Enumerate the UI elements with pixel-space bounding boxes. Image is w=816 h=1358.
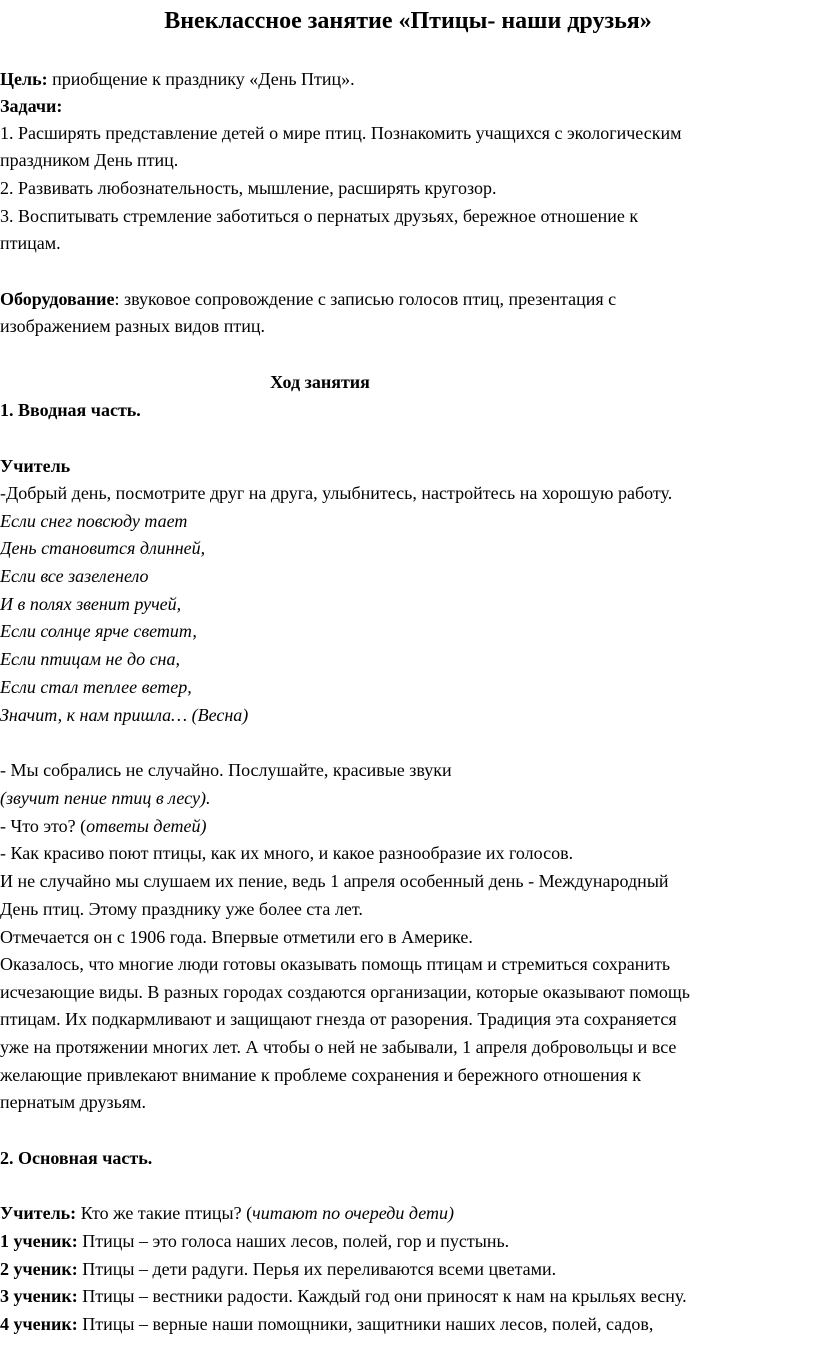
course-heading: Ход занятия bbox=[270, 372, 370, 392]
equipment-line bbox=[0, 286, 616, 312]
paragraph-line: уже на протяжении многих лет. А чтобы о ней не забывали, 1 апреля добровольцы и все bbox=[0, 1037, 677, 1057]
poem-line: И в полях звенит ручей, bbox=[0, 594, 182, 614]
poem-line: День становится длинней, bbox=[0, 538, 206, 558]
greeting-line: -Добрый день, посмотрите друг на друга, улыбнитесь, настройтесь на хорошую работу. bbox=[0, 483, 673, 503]
main-heading: 2. Основная часть. bbox=[0, 1148, 153, 1168]
paragraph-line: желающие привлекают внимание к проблеме сохранения и бережного отношения к bbox=[0, 1065, 641, 1085]
paragraph-line: Отмечается он с 1906 года. Впервые отметили его в Америке. bbox=[0, 927, 473, 947]
listen-line: - Мы собрались не случайно. Послушайте, красивые звуки bbox=[0, 760, 452, 780]
student-line: 1 ученик: Птицы – это голоса наших лесов, полей, гор и пустынь. bbox=[0, 1231, 510, 1251]
task-line: 2. Развивать любознательность, мышление, расширять кругозор. bbox=[0, 178, 497, 198]
teacher-label: Учитель bbox=[0, 456, 71, 476]
poem-line: Если стал теплее ветер, bbox=[0, 677, 192, 697]
task-line: праздником День птиц. bbox=[0, 150, 179, 170]
paragraph-line: исчезающие виды. В разных городах создаются организации, которые оказывают помощь bbox=[0, 982, 691, 1002]
paragraph-line: Оказалось, что многие люди готовы оказывать помощь птицам и стремиться сохранить bbox=[0, 954, 671, 974]
goal-line bbox=[0, 66, 355, 92]
page-title: Внеклассное занятие «Птицы- наши друзья» bbox=[164, 8, 652, 34]
poem-line: Если солнце ярче светит, bbox=[0, 621, 197, 641]
paragraph-line: - Как красиво поют птицы, как их много, и какое разнообразие их голосов. bbox=[0, 843, 574, 863]
question-line: - Что это? (ответы детей) bbox=[0, 816, 207, 836]
tasks-label: Задачи: bbox=[0, 96, 63, 116]
equipment-line-2: изображением разных видов птиц. bbox=[0, 316, 265, 336]
main-teacher-line: Учитель: Кто же такие птицы? (читают по очереди дети) bbox=[0, 1203, 454, 1223]
paragraph-line: И не случайно мы слушаем их пение, ведь 1 апреля особенный день - Международный bbox=[0, 871, 669, 891]
equipment-text: : звуковое сопровождение с записью голосов птиц, презентация с bbox=[114, 289, 617, 309]
student-line: 2 ученик: Птицы – дети радуги. Перья их переливаются всеми цветами. bbox=[0, 1259, 557, 1279]
paragraph-line: пернатым друзьям. bbox=[0, 1092, 147, 1112]
poem-line: Если все зазеленело bbox=[0, 566, 149, 586]
paragraph-line: День птиц. Этому празднику уже более ста лет. bbox=[0, 899, 363, 919]
intro-heading: 1. Вводная часть. bbox=[0, 400, 141, 420]
task-line: птицам. bbox=[0, 233, 61, 253]
student-line: 4 ученик: Птицы – верные наши помощники, защитники наших лесов, полей, садов, bbox=[0, 1314, 654, 1334]
goal-label: Цель: bbox=[0, 69, 48, 89]
task-line: 3. Воспитывать стремление заботиться о пернатых друзьях, бережное отношение к bbox=[0, 206, 639, 226]
poem-line: Если птицам не до сна, bbox=[0, 649, 180, 669]
poem-line: Значит, к нам пришла… (Весна) bbox=[0, 705, 249, 725]
paragraph-line: птицам. Их подкармливают и защищают гнезда от разорения. Традиция эта сохраняется bbox=[0, 1009, 677, 1029]
student-line: 3 ученик: Птицы – вестники радости. Каждый год они приносят к нам на крыльях весну. bbox=[0, 1286, 687, 1306]
goal-text: приобщение к празднику «День Птиц». bbox=[47, 69, 355, 89]
equipment-label: Оборудование bbox=[0, 289, 115, 309]
task-line: 1. Расширять представление детей о мире птиц. Познакомить учащихся с экологическим bbox=[0, 123, 682, 143]
listen-note: (звучит пение птиц в лесу). bbox=[0, 788, 211, 808]
poem-line: Если снег повсюду тает bbox=[0, 511, 188, 531]
